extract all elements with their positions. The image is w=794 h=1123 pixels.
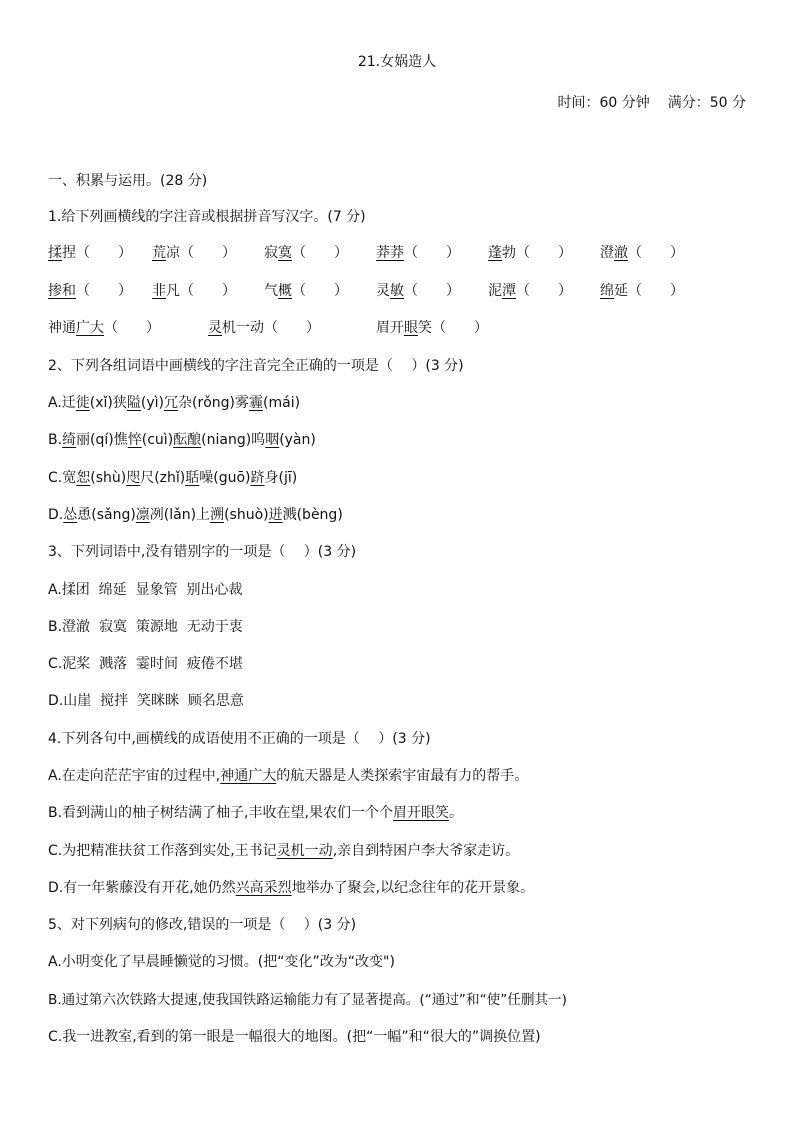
option-text: 尺(zhǐ) — [140, 470, 186, 486]
q5-option-b: B.通过第六次铁路大提速,使我国铁路运输能力有了显著提高。(“通过”和“使”任删其一) — [48, 992, 567, 1008]
option-text: (niang)呜 — [201, 432, 266, 448]
q1-item: 泥潭（ ） — [488, 283, 572, 299]
option-text: C.宽 — [48, 470, 77, 486]
q5-option-a: A.小明变化了早晨睡懒觉的习惯。(把“变化”改为“改变") — [48, 954, 395, 970]
q4-option-a: A.在走向茫茫宇宙的过程中,神通广大的航天器是人类探索宇宙最有力的帮手。 — [48, 768, 529, 784]
q1-item: 荒凉（ ） — [152, 245, 236, 261]
underlined-char: 跻 — [250, 470, 265, 486]
q1-item: 神通广大（ ） — [48, 320, 160, 336]
q1-item: 气概（ ） — [264, 283, 348, 299]
q1-item: 灵机一动（ ） — [208, 320, 320, 336]
q1-row-3 — [48, 318, 748, 338]
question-3-stem: 3、下列词语中,没有错别字的一项是（ ）(3 分) — [48, 544, 357, 560]
underlined-char: 酿 — [187, 432, 202, 448]
option-text: (yàn) — [279, 432, 316, 448]
q2-option-b — [48, 430, 316, 450]
q2-option-d — [48, 505, 343, 525]
q3-option-b: B.澄澈 寂寞 策源地 无动于衷 — [48, 619, 243, 635]
option-text: 身(jī) — [264, 470, 298, 486]
option-text: 恿(sǎng) — [77, 507, 136, 523]
underlined-char: 怂 — [63, 507, 78, 523]
underlined-char: 悴 — [127, 432, 142, 448]
section-heading: 一、积累与运用。(28 分) — [48, 173, 208, 189]
full-score: 满分：50 分 — [667, 95, 746, 111]
q5-option-c: C.我一进教室,看到的第一眼是一幅很大的地图。(把“一幅”和“很大的”调换位置) — [48, 1029, 541, 1045]
q1-row-1 — [48, 243, 748, 263]
time-limit: 时间：60 分钟 — [557, 95, 650, 111]
q1-item: 非凡（ ） — [152, 283, 236, 299]
option-text: 噪(guō) — [199, 470, 251, 486]
underlined-char: 聒 — [185, 470, 200, 486]
option-text: 杂(rǒng)雾 — [178, 395, 250, 411]
q4-option-d: D.有一年紫藤没有开花,她仍然兴高采烈地举办了聚会,以纪念往年的花开景象。 — [48, 880, 535, 896]
question-2-stem: 2、下列各组词语中画横线的字注音完全正确的一项是（ ）(3 分) — [48, 358, 464, 374]
option-text: (shù) — [90, 470, 127, 486]
q1-item: 澄澈（ ） — [600, 245, 684, 261]
option-text: B. — [48, 432, 63, 448]
question-5-stem: 5、对下列病句的修改,错误的一项是（ ）(3 分) — [48, 917, 357, 933]
q1-item: 揉捏（ ） — [48, 245, 132, 261]
q1-item: 掺和（ ） — [48, 283, 132, 299]
underlined-char: 冗 — [164, 395, 178, 411]
option-text: (shuò) — [224, 507, 269, 523]
underlined-char: 霾 — [249, 395, 264, 411]
q3-option-d: D.山崖 搅拌 笑眯眯 顾名思意 — [48, 693, 244, 709]
question-1-stem: 1.给下列画横线的字注音或根据拼音写汉字。(7 分) — [48, 209, 366, 225]
q3-option-a: A.揉团 绵延 显象管 别出心裁 — [48, 582, 243, 598]
q4-option-b: B.看到满山的柚子树结满了柚子,丰收在望,果农们一个个眉开眼笑。 — [48, 805, 463, 821]
underlined-char: 隘 — [126, 395, 141, 411]
q1-item: 灵敏（ ） — [376, 283, 460, 299]
option-text: 溅(bèng) — [282, 507, 343, 523]
option-text: 丽(qí)憔 — [76, 432, 128, 448]
underlined-char: 凛 — [135, 507, 150, 523]
underlined-char: 迸 — [268, 507, 283, 523]
option-text: (cuì) — [141, 432, 174, 448]
question-4-stem: 4.下列各句中,画横线的成语使用不正确的一项是（ ）(3 分) — [48, 731, 431, 747]
q1-item: 蓬勃（ ） — [488, 245, 572, 261]
option-text: (xǐ)狭 — [89, 395, 127, 411]
exam-meta — [557, 92, 746, 112]
option-text: (mái) — [263, 395, 301, 411]
underlined-char: 绮 — [62, 432, 77, 448]
q2-option-c — [48, 468, 297, 488]
q2-option-a — [48, 393, 300, 413]
q1-item: 莽莽（ ） — [376, 245, 460, 261]
underlined-char: 恕 — [76, 470, 91, 486]
underlined-char: 溯 — [210, 507, 225, 523]
underlined-char: 咫 — [126, 470, 141, 486]
q1-item: 绵延（ ） — [600, 283, 684, 299]
underlined-char: 咽 — [265, 432, 280, 448]
option-text: D. — [48, 507, 64, 523]
page-title: 21.女娲造人 — [357, 54, 437, 70]
q1-item: 寂寞（ ） — [264, 245, 348, 261]
q3-option-c: C.泥桨 溅落 霎时间 疲倦不堪 — [48, 656, 243, 672]
option-text: A.迁 — [48, 395, 76, 411]
option-text: (yì) — [140, 395, 164, 411]
underlined-char: 徙 — [75, 395, 90, 411]
option-text: 冽(lǎn)上 — [149, 507, 211, 523]
q1-row-2 — [48, 281, 748, 301]
underlined-char: 酝 — [173, 432, 188, 448]
q1-item: 眉开眼笑（ ） — [376, 320, 488, 336]
q4-option-c: C.为把精准扶贫工作落到实处,王书记灵机一动,亲自到特困户李大爷家走访。 — [48, 843, 520, 859]
